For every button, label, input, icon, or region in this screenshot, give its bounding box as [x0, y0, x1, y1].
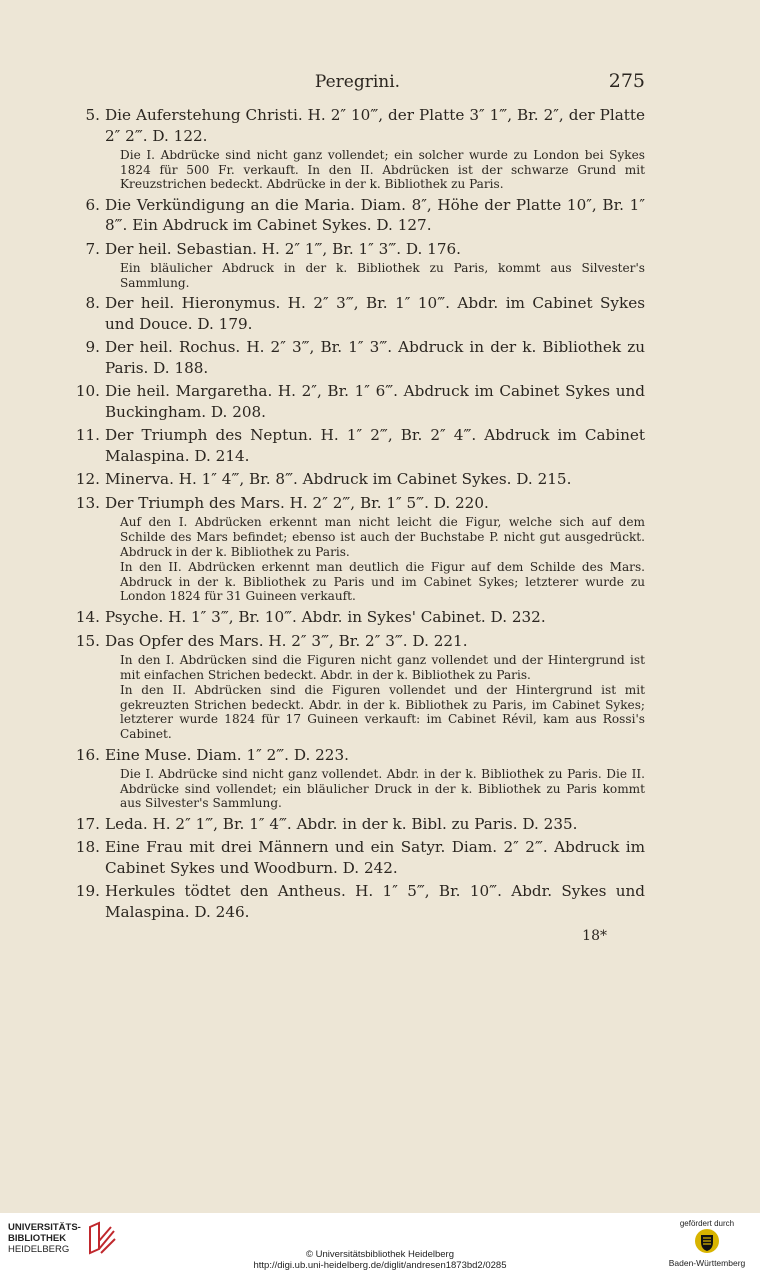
copyright-text: © Universitätsbibliothek Heidelberg	[306, 1249, 454, 1260]
catalogue-entry	[70, 814, 645, 835]
catalogue-entry	[70, 425, 645, 466]
entry-number: 16.	[75, 745, 100, 764]
entry-number: 13.	[75, 493, 100, 512]
signature-mark: 18*	[582, 928, 607, 945]
catalogue-entry	[70, 105, 645, 146]
entry-note	[120, 148, 645, 192]
logo-line-2: BIBLIOTHEK	[8, 1232, 67, 1244]
entry-note-paragraph: Auf den I. Abdrücken erkennt man nicht leicht die Figur, welche sich auf dem Schilde des Mars befindet; ebenso ist auch der Buchstabe P. nicht gut ausgedrückt. Abdruck in der k. Bibliothek zu Paris.	[120, 515, 645, 559]
entry-number: 12.	[75, 470, 100, 489]
entry-number: 10.	[75, 382, 100, 401]
entry-text: Eine Muse. Diam. 1″ 2‴. D. 223.	[105, 745, 349, 764]
entry-number: 19.	[75, 882, 100, 901]
entry-text: Die heil. Margaretha. H. 2″, Br. 1″ 6‴. Abdruck im Cabinet Sykes und Buckingham. D. 208.	[105, 382, 645, 421]
copyright-notice	[0, 1249, 760, 1271]
entry-note	[120, 653, 645, 742]
entry-text: Der heil. Hieronymus. H. 2″ 3‴, Br. 1″ 10‴. Abdr. im Cabinet Sykes und Douce. D. 179.	[105, 294, 645, 333]
entry-text: Der heil. Rochus. H. 2″ 3‴, Br. 1″ 3‴. Abdruck in der k. Bibliothek zu Paris. D. 188.	[105, 338, 645, 377]
entry-text: Das Opfer des Mars. H. 2″ 3‴, Br. 2″ 3‴. D. 221.	[105, 631, 468, 650]
catalogue-entry	[70, 293, 645, 334]
entry-note-paragraph: In den I. Abdrücken sind die Figuren nicht ganz vollendet und der Hintergrund ist mit einfachen Strichen bedeckt. Abdr. in der k. Bibliothek zu Paris.	[120, 653, 645, 682]
entry-text: Die Verkündigung an die Maria. Diam. 8″, Höhe der Platte 10″, Br. 1″ 8‴. Ein Abdruck im Cabinet Sykes. D. 127.	[105, 195, 645, 235]
catalogue-entry	[70, 631, 645, 652]
entry-number: 8.	[85, 294, 100, 313]
catalogue-entry	[70, 837, 645, 878]
catalogue-entry	[70, 381, 645, 422]
entry-number: 7.	[85, 239, 100, 258]
logo-line-1: UNIVERSITÄTS-	[8, 1221, 81, 1233]
entry-text: Herkules tödtet den Antheus. H. 1″ 5‴, Br. 10‴. Abdr. Sykes und Malaspina. D. 246.	[105, 882, 645, 921]
entry-note-paragraph: In den II. Abdrücken sind die Figuren vollendet und der Hintergrund ist mit gekreuzten Strichen bedeckt. Abdr. in der k. Bibliothek zu Paris, im Cabinet Sykes; letzterer wurde 1824 für 17 Guineen verkauft: im Cabinet Révil, kam aus Rossi's Cabinet.	[120, 683, 645, 741]
entry-note	[120, 767, 645, 811]
logo-line-3: HEIDELBERG	[8, 1243, 70, 1255]
entry-text: Die Auferstehung Christi. H. 2″ 10‴, der Platte 3″ 1‴, Br. 2″, der Platte 2″ 2‴. D. 122.	[105, 106, 645, 145]
entry-number: 18.	[75, 838, 100, 857]
entry-number: 17.	[75, 814, 100, 833]
entry-text: Leda. H. 2″ 1‴, Br. 1″ 4‴. Abdr. in der k. Bibl. zu Paris. D. 235.	[105, 814, 578, 833]
entry-note	[120, 261, 645, 290]
entry-note-paragraph: Ein bläulicher Abdruck in der k. Bibliothek zu Paris, kommt aus Silvester's Sammlung.	[120, 261, 645, 290]
catalogue-entry	[70, 745, 645, 766]
entry-text: Der Triumph des Mars. H. 2″ 2‴, Br. 1″ 5‴. D. 220.	[105, 493, 489, 512]
entry-text: Der Triumph des Neptun. H. 1″ 2‴, Br. 2″ 4‴. Abdruck im Cabinet Malaspina. D. 214.	[105, 426, 645, 465]
entry-number: 11.	[75, 426, 100, 445]
page-header	[70, 70, 645, 102]
sponsor-label: gefördert durch	[679, 1219, 735, 1228]
page-number: 275	[608, 70, 645, 92]
entry-number: 14.	[75, 608, 100, 627]
catalogue-entry	[70, 607, 645, 628]
entry-note-paragraph: Die I. Abdrücke sind nicht ganz vollendet; ein solcher wurde zu London bei Sykes 1824 für 500 Fr. verkauft. In den II. Abdrücken ist der schwarze Grund mit Kreuzstrichen bedeckt. Abdrücke in der k. Bibliothek zu Paris.	[120, 148, 645, 192]
entry-number: 5.	[85, 106, 100, 124]
catalogue-entries	[70, 105, 645, 922]
catalogue-entry	[70, 239, 645, 260]
state-coat-of-arms-icon	[694, 1228, 720, 1254]
running-head: Peregrini.	[314, 72, 401, 92]
catalogue-entry	[70, 337, 645, 378]
entry-note-paragraph: Die I. Abdrücke sind nicht ganz vollendet. Abdr. in der k. Bibliothek zu Paris. Die II. Abdrücke sind vollendet; ein bläulicher Druck in der k. Bibliothek zu Paris kommt aus Silvester's Sammlung.	[120, 767, 645, 811]
footer-bar	[0, 1213, 760, 1270]
entry-number: 15.	[75, 631, 100, 650]
entry-number: 6.	[85, 195, 100, 214]
page-content	[70, 70, 645, 944]
source-url-link[interactable]: http://digi.ub.uni-heidelberg.de/diglit/andresen1873bd2/0285	[253, 1260, 507, 1271]
sponsor-name: Baden-Württemberg	[668, 1258, 746, 1268]
entry-note	[120, 515, 645, 604]
entry-text: Minerva. H. 1″ 4‴, Br. 8‴. Abdruck im Cabinet Sykes. D. 215.	[105, 470, 572, 489]
catalogue-entry	[70, 881, 645, 922]
sponsor-logo[interactable]	[662, 1219, 752, 1268]
entry-text: Der heil. Sebastian. H. 2″ 1‴, Br. 1″ 3‴. D. 176.	[105, 239, 461, 258]
entry-text: Psyche. H. 1″ 3‴, Br. 10‴. Abdr. in Sykes' Cabinet. D. 232.	[105, 608, 546, 627]
catalogue-entry	[70, 195, 645, 236]
entry-text: Eine Frau mit drei Männern und ein Satyr. Diam. 2″ 2‴. Abdruck im Cabinet Sykes und Woodburn. D. 242.	[105, 838, 645, 877]
entry-note-paragraph: In den II. Abdrücken erkennt man deutlich die Figur auf dem Schilde des Mars. Abdruck in der k. Bibliothek zu Paris und im Cabinet Sykes; letzterer wurde zu London 1824 für 31 Guineen verkauft.	[120, 560, 645, 604]
catalogue-entry	[70, 469, 645, 490]
catalogue-entry	[70, 493, 645, 514]
entry-number: 9.	[85, 338, 100, 357]
